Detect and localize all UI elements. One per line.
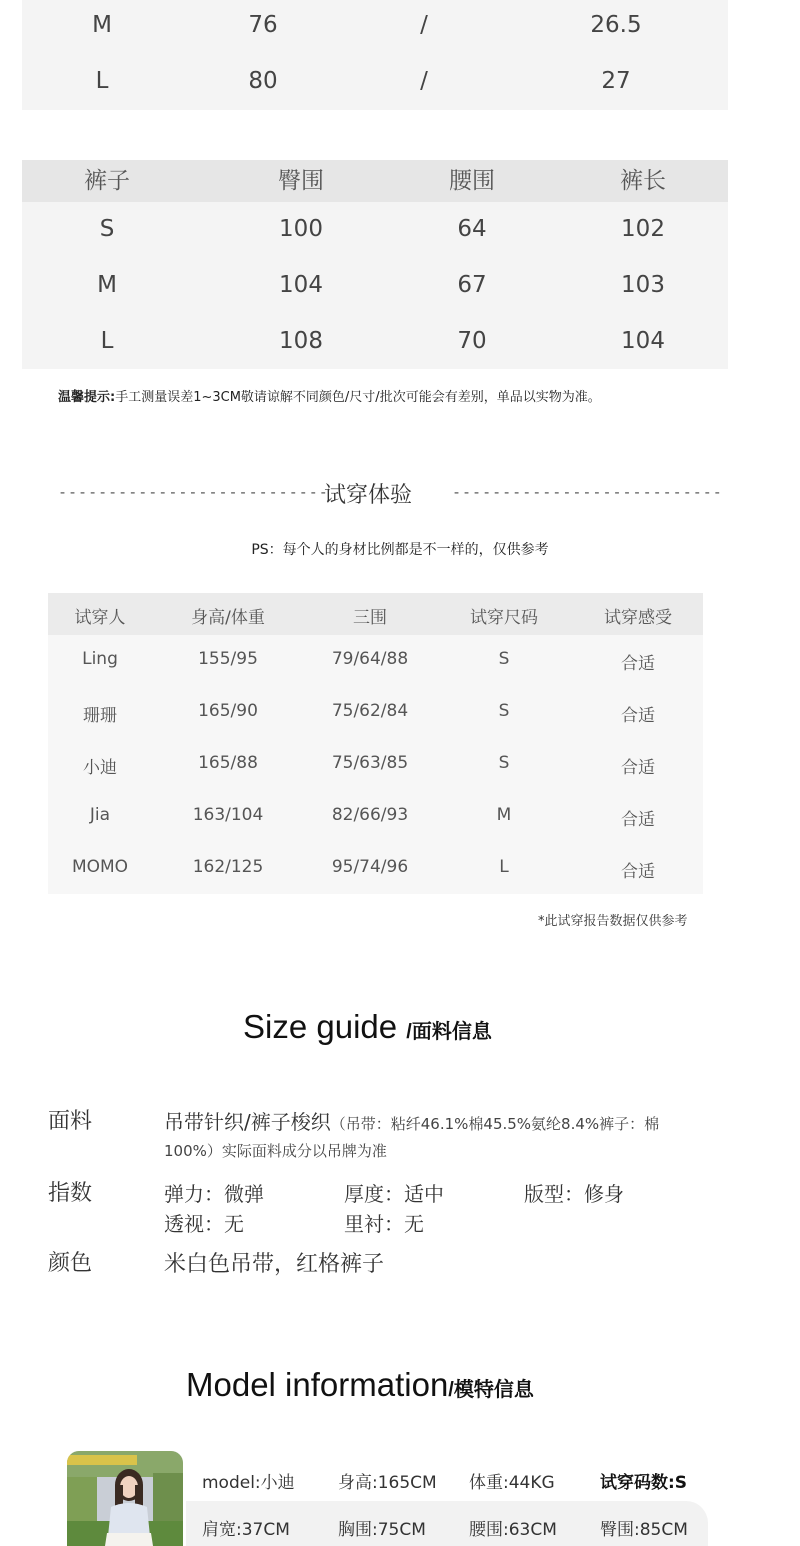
try-on-table xyxy=(48,593,703,894)
table-cell: Ling xyxy=(82,649,118,669)
model-shoulder: 肩宽:37CM xyxy=(202,1520,290,1540)
measurement-tip xyxy=(58,386,601,405)
model-waist: 腰围:63CM xyxy=(469,1520,557,1540)
pants-size-table xyxy=(22,160,728,369)
header-cell: 腰围 xyxy=(449,168,495,194)
size-guide-subtitle: /面料信息 xyxy=(406,1021,492,1043)
model-weight: 体重:44KG xyxy=(469,1473,555,1493)
table-cell: 合适 xyxy=(621,862,655,882)
table-cell: Jia xyxy=(89,805,111,825)
header-cell: 试穿感受 xyxy=(604,608,672,628)
table-cell: 155/95 xyxy=(198,649,258,669)
model-try-size: 试穿码数:S xyxy=(600,1473,688,1493)
table-cell: 165/90 xyxy=(198,701,258,721)
table-cell: L xyxy=(499,857,509,877)
fabric-value xyxy=(164,1106,659,1135)
table-cell: 80 xyxy=(248,68,278,94)
table-cell: 76 xyxy=(248,12,278,38)
model-info-heading xyxy=(186,1366,534,1404)
model-chest: 胸围:75CM xyxy=(338,1520,426,1540)
table-cell: 165/88 xyxy=(198,753,258,773)
table-cell: 70 xyxy=(457,328,487,354)
fit-value: 版型：修身 xyxy=(524,1182,624,1206)
table-cell: 108 xyxy=(279,328,323,354)
color-label: 颜色 xyxy=(48,1251,93,1276)
top-size-table xyxy=(22,0,728,110)
table-cell: 26.5 xyxy=(590,12,642,38)
color-value: 米白色吊带，红格裤子 xyxy=(164,1252,385,1277)
fabric-label: 面料 xyxy=(48,1109,93,1134)
table-cell: 合适 xyxy=(621,654,655,674)
table-row xyxy=(22,0,728,53)
size-cell: S xyxy=(99,216,115,242)
table-cell: 79/64/88 xyxy=(331,649,409,669)
transparency-value: 透视：无 xyxy=(164,1212,244,1236)
size-guide-heading xyxy=(243,1008,492,1046)
try-on-disclaimer: *此试穿报告数据仅供参考 xyxy=(538,914,688,929)
divider-dashes-right: --------------------------- xyxy=(452,483,723,501)
table-cell: 162/125 xyxy=(192,857,264,877)
index-label: 指数 xyxy=(48,1181,93,1206)
table-cell: / xyxy=(420,12,428,38)
fabric-detail: （吊带：粘纤46.1%棉45.5%氨纶8.4%裤子：棉 xyxy=(330,1115,660,1133)
header-cell: 臀围 xyxy=(278,168,324,194)
model-photo-image xyxy=(67,1451,183,1546)
model-info-subtitle: /模特信息 xyxy=(448,1379,534,1401)
header-cell: 裤长 xyxy=(620,168,666,194)
section-title-try-on: 试穿体验 xyxy=(324,483,413,508)
size-cell: L xyxy=(95,68,109,94)
table-cell: 102 xyxy=(621,216,665,242)
table-cell: 27 xyxy=(601,68,631,94)
table-cell: S xyxy=(498,701,510,721)
table-cell: 64 xyxy=(457,216,487,242)
table-cell: 100 xyxy=(279,216,323,242)
size-guide-title: Size guide xyxy=(243,1008,398,1045)
table-cell: 合适 xyxy=(621,758,655,778)
table-cell: 103 xyxy=(621,272,665,298)
table-cell: 163/104 xyxy=(192,805,264,825)
lining-value: 里衬：无 xyxy=(344,1212,424,1236)
table-cell: S xyxy=(498,753,510,773)
header-cell: 裤子 xyxy=(84,168,130,194)
table-row xyxy=(22,53,728,109)
fabric-detail-cont: 100%）实际面料成分以吊牌为准 xyxy=(164,1142,387,1160)
table-cell: 珊珊 xyxy=(83,706,117,726)
header-cell: 身高/体重 xyxy=(191,608,265,628)
size-cell: M xyxy=(92,12,112,38)
table-cell: MOMO xyxy=(71,857,129,877)
table-cell: 合适 xyxy=(621,810,655,830)
divider-dashes-left: --------------------------- xyxy=(58,483,329,501)
model-hip: 臀围:85CM xyxy=(600,1520,688,1540)
table-cell: 75/63/85 xyxy=(331,753,409,773)
table-header xyxy=(22,160,728,202)
elasticity-value: 弹力：微弹 xyxy=(164,1182,264,1206)
table-cell: 104 xyxy=(621,328,665,354)
thickness-value: 厚度：适中 xyxy=(344,1182,444,1206)
table-cell: 67 xyxy=(457,272,487,298)
size-cell: L xyxy=(100,328,114,354)
tip-label: 温馨提示: xyxy=(58,390,116,405)
model-name: model:小迪 xyxy=(202,1473,295,1493)
table-cell: 小迪 xyxy=(83,758,117,778)
table-header xyxy=(48,593,703,635)
table-cell: 75/62/84 xyxy=(331,701,409,721)
table-cell: 95/74/96 xyxy=(331,857,409,877)
table-cell: / xyxy=(420,68,428,94)
fabric-main: 吊带针织/裤子梭织 xyxy=(164,1110,331,1134)
table-cell: 104 xyxy=(279,272,323,298)
table-cell: S xyxy=(498,649,510,669)
table-cell: 82/66/93 xyxy=(331,805,409,825)
model-height: 身高:165CM xyxy=(338,1473,437,1493)
model-info-title: Model information xyxy=(186,1366,449,1403)
table-cell: 合适 xyxy=(621,706,655,726)
ps-note: PS：每个人的身材比例都是不一样的，仅供参考 xyxy=(251,542,549,558)
header-cell: 试穿尺码 xyxy=(470,608,538,628)
header-cell: 三围 xyxy=(353,608,387,628)
header-cell: 试穿人 xyxy=(74,608,126,628)
size-cell: M xyxy=(97,272,117,298)
table-cell: M xyxy=(496,805,512,825)
model-photo xyxy=(67,1451,183,1546)
tip-text: 手工测量误差1~3CM敬请谅解不同颜色/尺寸/批次可能会有差别，单品以实物为准。 xyxy=(115,390,601,405)
